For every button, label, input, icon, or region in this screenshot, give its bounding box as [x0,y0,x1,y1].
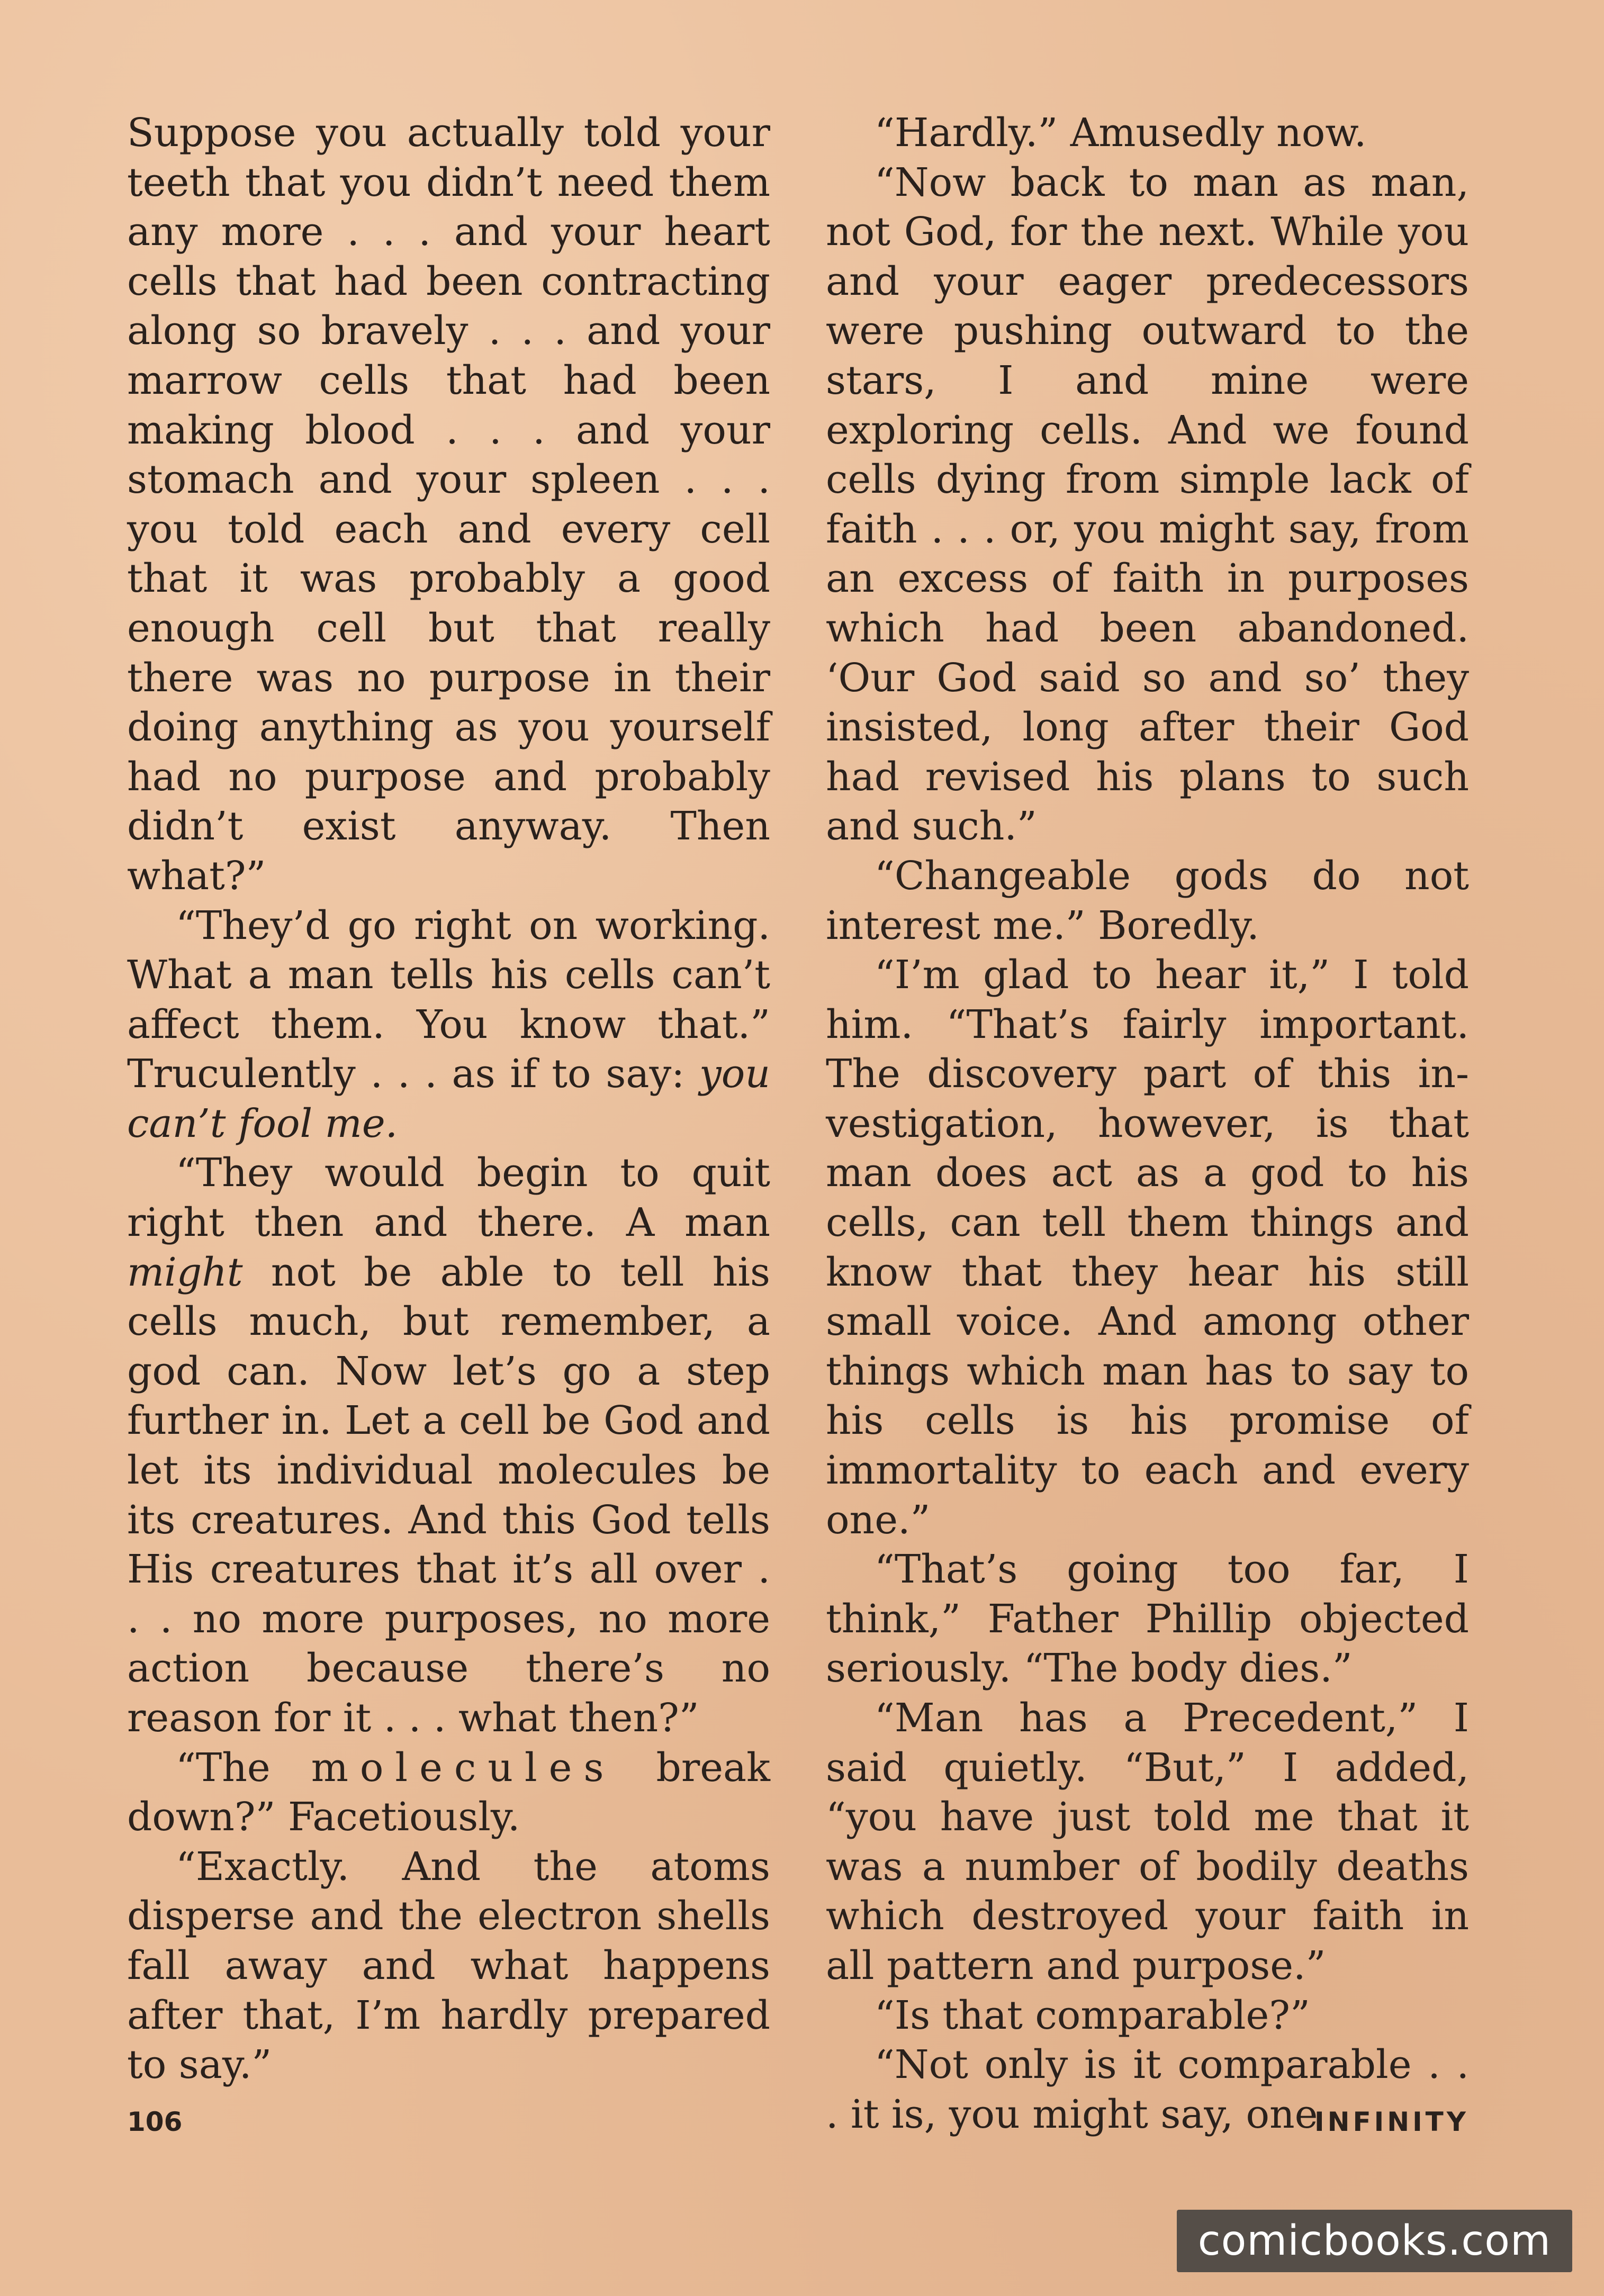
paragraph: “Changeable gods do not interest me.” Boredly. [826,853,1469,948]
italic-text: might [127,1249,243,1295]
text-span: “They would begin to quit right then and there. A man [127,1150,770,1246]
magazine-title: INFINITY [1314,2107,1469,2137]
left-text-column [127,109,770,2090]
paragraph: “I’m glad to hear it,” I told him. “That’s fairly important. The discovery part of this investigation, however, is that man does act as a god to his cells, can tell them things and know that they hear his still small voice. And among other things which man has to say to his cells is his promise of immortality to each and every one.” [826,952,1469,1543]
paragraph: Suppose you actually told your teeth that you didn’t need them any more . . . and your heart cells that had been contracting along so bravely . . . and your marrow cells that had been making blood . . . and your stomach and your spleen . . . you told each and every cell that it was probably a good enough cell but that really there was no purpose in their doing anything as you yourself had no purpose and probably didn’t exist anyway. Then what?” [127,110,770,899]
paragraph: “Now back to man as man, not God, for the next. While you and your eager predecessors were pushing outward to the stars, I and mine were exploring cells. And we found cells dying from simple lack of faith . . . or, you might say, from an excess of faith in purposes which had been abandoned. ‘Our God said so and so’ they insisted, long after their God had revised his plans to such and such.” [826,159,1469,849]
text-span: “The [176,1744,311,1791]
text-span: “They’d go right on working. What a man tells his cells can’t affect them. You know that.” Truculently . . . as if to say: [127,902,770,1097]
text-span: break down?” Facetiously. [127,1744,770,1840]
paragraph: “Is that comparable?” [875,1992,1310,2038]
right-text-column [826,109,1469,2139]
paragraph [127,1149,770,1743]
text-span: not be able to tell his cells much, but remember, a god can. Now let’s go a step further in. Let a cell be God and let its individual molecules be its creatures. And this God tells His creatures that it’s all over . . . no more purposes, no more action because there’s no reason for it . . . what then?” [127,1249,770,1741]
page-number: 106 [127,2107,183,2137]
paragraph: “Man has a Precedent,” I said quietly. “But,” I added, “you have just told me that it was a number of bodily deaths which destroyed your faith in all pattern and purpose.” [826,1695,1469,1988]
paragraph [127,1743,770,1842]
paragraph: “Exactly. And the atoms disperse and the electron shells fall away and what happens after that, I’m hardly prepared to say.” [127,1843,770,2088]
site-watermark: comicbooks.com [1177,2210,1572,2272]
paragraph: “That’s going too far, I think,” Father Phillip objected seriously. “The body dies.” [826,1547,1469,1692]
paragraph: “Not only is it comparable . . . it is, you might say, one [826,2042,1469,2137]
paragraph: “Hardly.” Amusedly now. [875,110,1367,156]
italic-text: you can’t fool me. [127,1051,770,1146]
letterspaced-text: molecules [311,1744,616,1791]
paragraph [127,901,770,1149]
